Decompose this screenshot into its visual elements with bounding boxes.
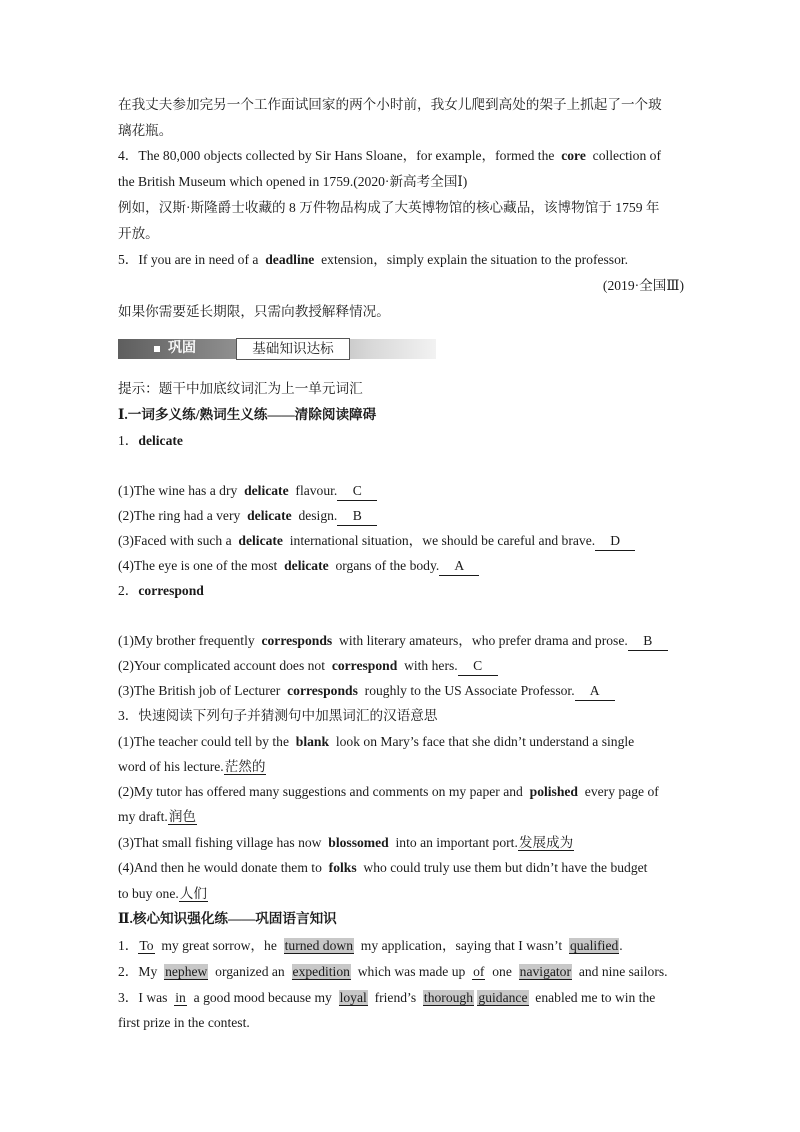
section-heading: Ⅰ.一词多义练/熟词生义练——清除阅读障碍 (118, 407, 377, 422)
answer-text: 发展成为 (518, 835, 574, 850)
shaded-vocab: loyal (339, 990, 367, 1005)
section-banner (118, 336, 436, 362)
answer-blank: C (458, 657, 498, 676)
answer-text: 人们 (179, 886, 207, 901)
question-title: 2．correspond (118, 583, 204, 598)
example-sentence: 4．The 80,000 objects collected by Sir Hans Sloane，for example，formed the core collection of (118, 148, 661, 163)
question-item: (4)And then he would donate them to folks who could truly use them but didn’t have the budget (118, 860, 648, 875)
question-item: (1)The wine has a dry delicate flavour. C (118, 482, 684, 501)
shaded-vocab: qualified (569, 938, 619, 953)
question-item: (1)The teacher could tell by the blank look on Mary’s face that she didn’t understand a single (118, 734, 635, 749)
key-word: core (561, 148, 586, 163)
translation-line: 在我丈夫参加完另一个工作面试回家的两个小时前，我女儿爬到高处的架子上抓起了一个玻 (118, 97, 662, 112)
question-item: (2)The ring had a very delicate design. B (118, 507, 684, 526)
exercise-sentence: 3．I was in a good mood because my loyal friend’s thorough guidance enabled me to win the (118, 990, 656, 1005)
question-item: (3)Faced with such a delicate international situation，we should be careful and brave. D (118, 532, 684, 551)
answer-blank: C (337, 482, 377, 501)
shaded-vocab: turned down (284, 938, 353, 953)
question-title: 1．delicate (118, 433, 183, 448)
shaded-vocab: guidance (478, 990, 528, 1005)
section-heading: Ⅱ.核心知识强化练——巩固语言知识 (118, 911, 337, 926)
question-item: (3)That small fishing village has now blossomed into an important port.发展成为 (118, 835, 574, 850)
answer-text: 润色 (168, 809, 197, 824)
question-item: (4)The eye is one of the most delicate organs of the body. A (118, 557, 684, 576)
shaded-vocab: thorough (423, 990, 474, 1005)
question-title: 3．快速阅读下列句子并猜测句中加黑词汇的汉语意思 (118, 708, 438, 723)
translation-line: 开放。 (118, 226, 159, 241)
translation-line: 璃花瓶。 (118, 123, 173, 138)
answer-blank: A (439, 557, 479, 576)
translation-line: 例如，汉斯·斯隆爵士收藏的 8 万件物品构成了大英博物馆的核心藏品，该博物馆于 1759 年 (118, 200, 660, 215)
answer-blank: B (628, 632, 668, 651)
square-bullet-icon (154, 346, 160, 352)
tip-text: 提示：题干中加底纹词汇为上一单元词汇 (118, 381, 363, 396)
question-item-cont: word of his lecture.茫然的 (118, 759, 266, 774)
shaded-vocab: expedition (292, 964, 350, 979)
answer-blank: D (595, 532, 635, 551)
shaded-vocab: nephew (165, 964, 208, 979)
answer-blank: A (575, 682, 615, 701)
example-sentence-cont: the British Museum which opened in 1759.(2020·新高考全国Ⅰ) (118, 174, 468, 189)
question-item: (3)The British job of Lecturer corresponds roughly to the US Associate Professor. A (118, 682, 684, 701)
shaded-vocab: navigator (519, 964, 572, 979)
answer-text: To (139, 938, 154, 953)
answer-text: in (175, 990, 186, 1005)
question-item: (1)My brother frequently corresponds with literary amateurs，who prefer drama and prose. B (118, 632, 684, 651)
answer-blank: B (337, 507, 377, 526)
answer-text: 茫然的 (224, 759, 266, 774)
question-item-cont: to buy one.人们 (118, 886, 207, 901)
source-citation: (2019·全国Ⅲ) (602, 278, 684, 293)
answer-text: of (473, 964, 485, 979)
exercise-sentence: 2．My nephew organized an expedition which was made up of one navigator and nine sailors. (118, 964, 668, 979)
exercise-sentence-cont: first prize in the contest. (118, 1015, 250, 1030)
banner-title: 巩固 (168, 341, 196, 356)
exercise-sentence: 1．To my great sorrow，he turned down my application，saying that I wasn’t qualified. (118, 938, 623, 953)
question-item: (2)My tutor has offered many suggestions and comments on my paper and polished every page of (118, 784, 659, 799)
translation-line: 如果你需要延长期限，只需向教授解释情况。 (118, 304, 390, 319)
banner-subtitle: 基础知识达标 (236, 338, 350, 360)
question-item-cont: my draft.润色 (118, 809, 197, 824)
example-sentence: 5．If you are in need of a deadline extension，simply explain the situation to the professor. (118, 252, 629, 267)
question-item: (2)Your complicated account does not correspond with hers. C (118, 657, 684, 676)
key-word: deadline (265, 252, 315, 267)
